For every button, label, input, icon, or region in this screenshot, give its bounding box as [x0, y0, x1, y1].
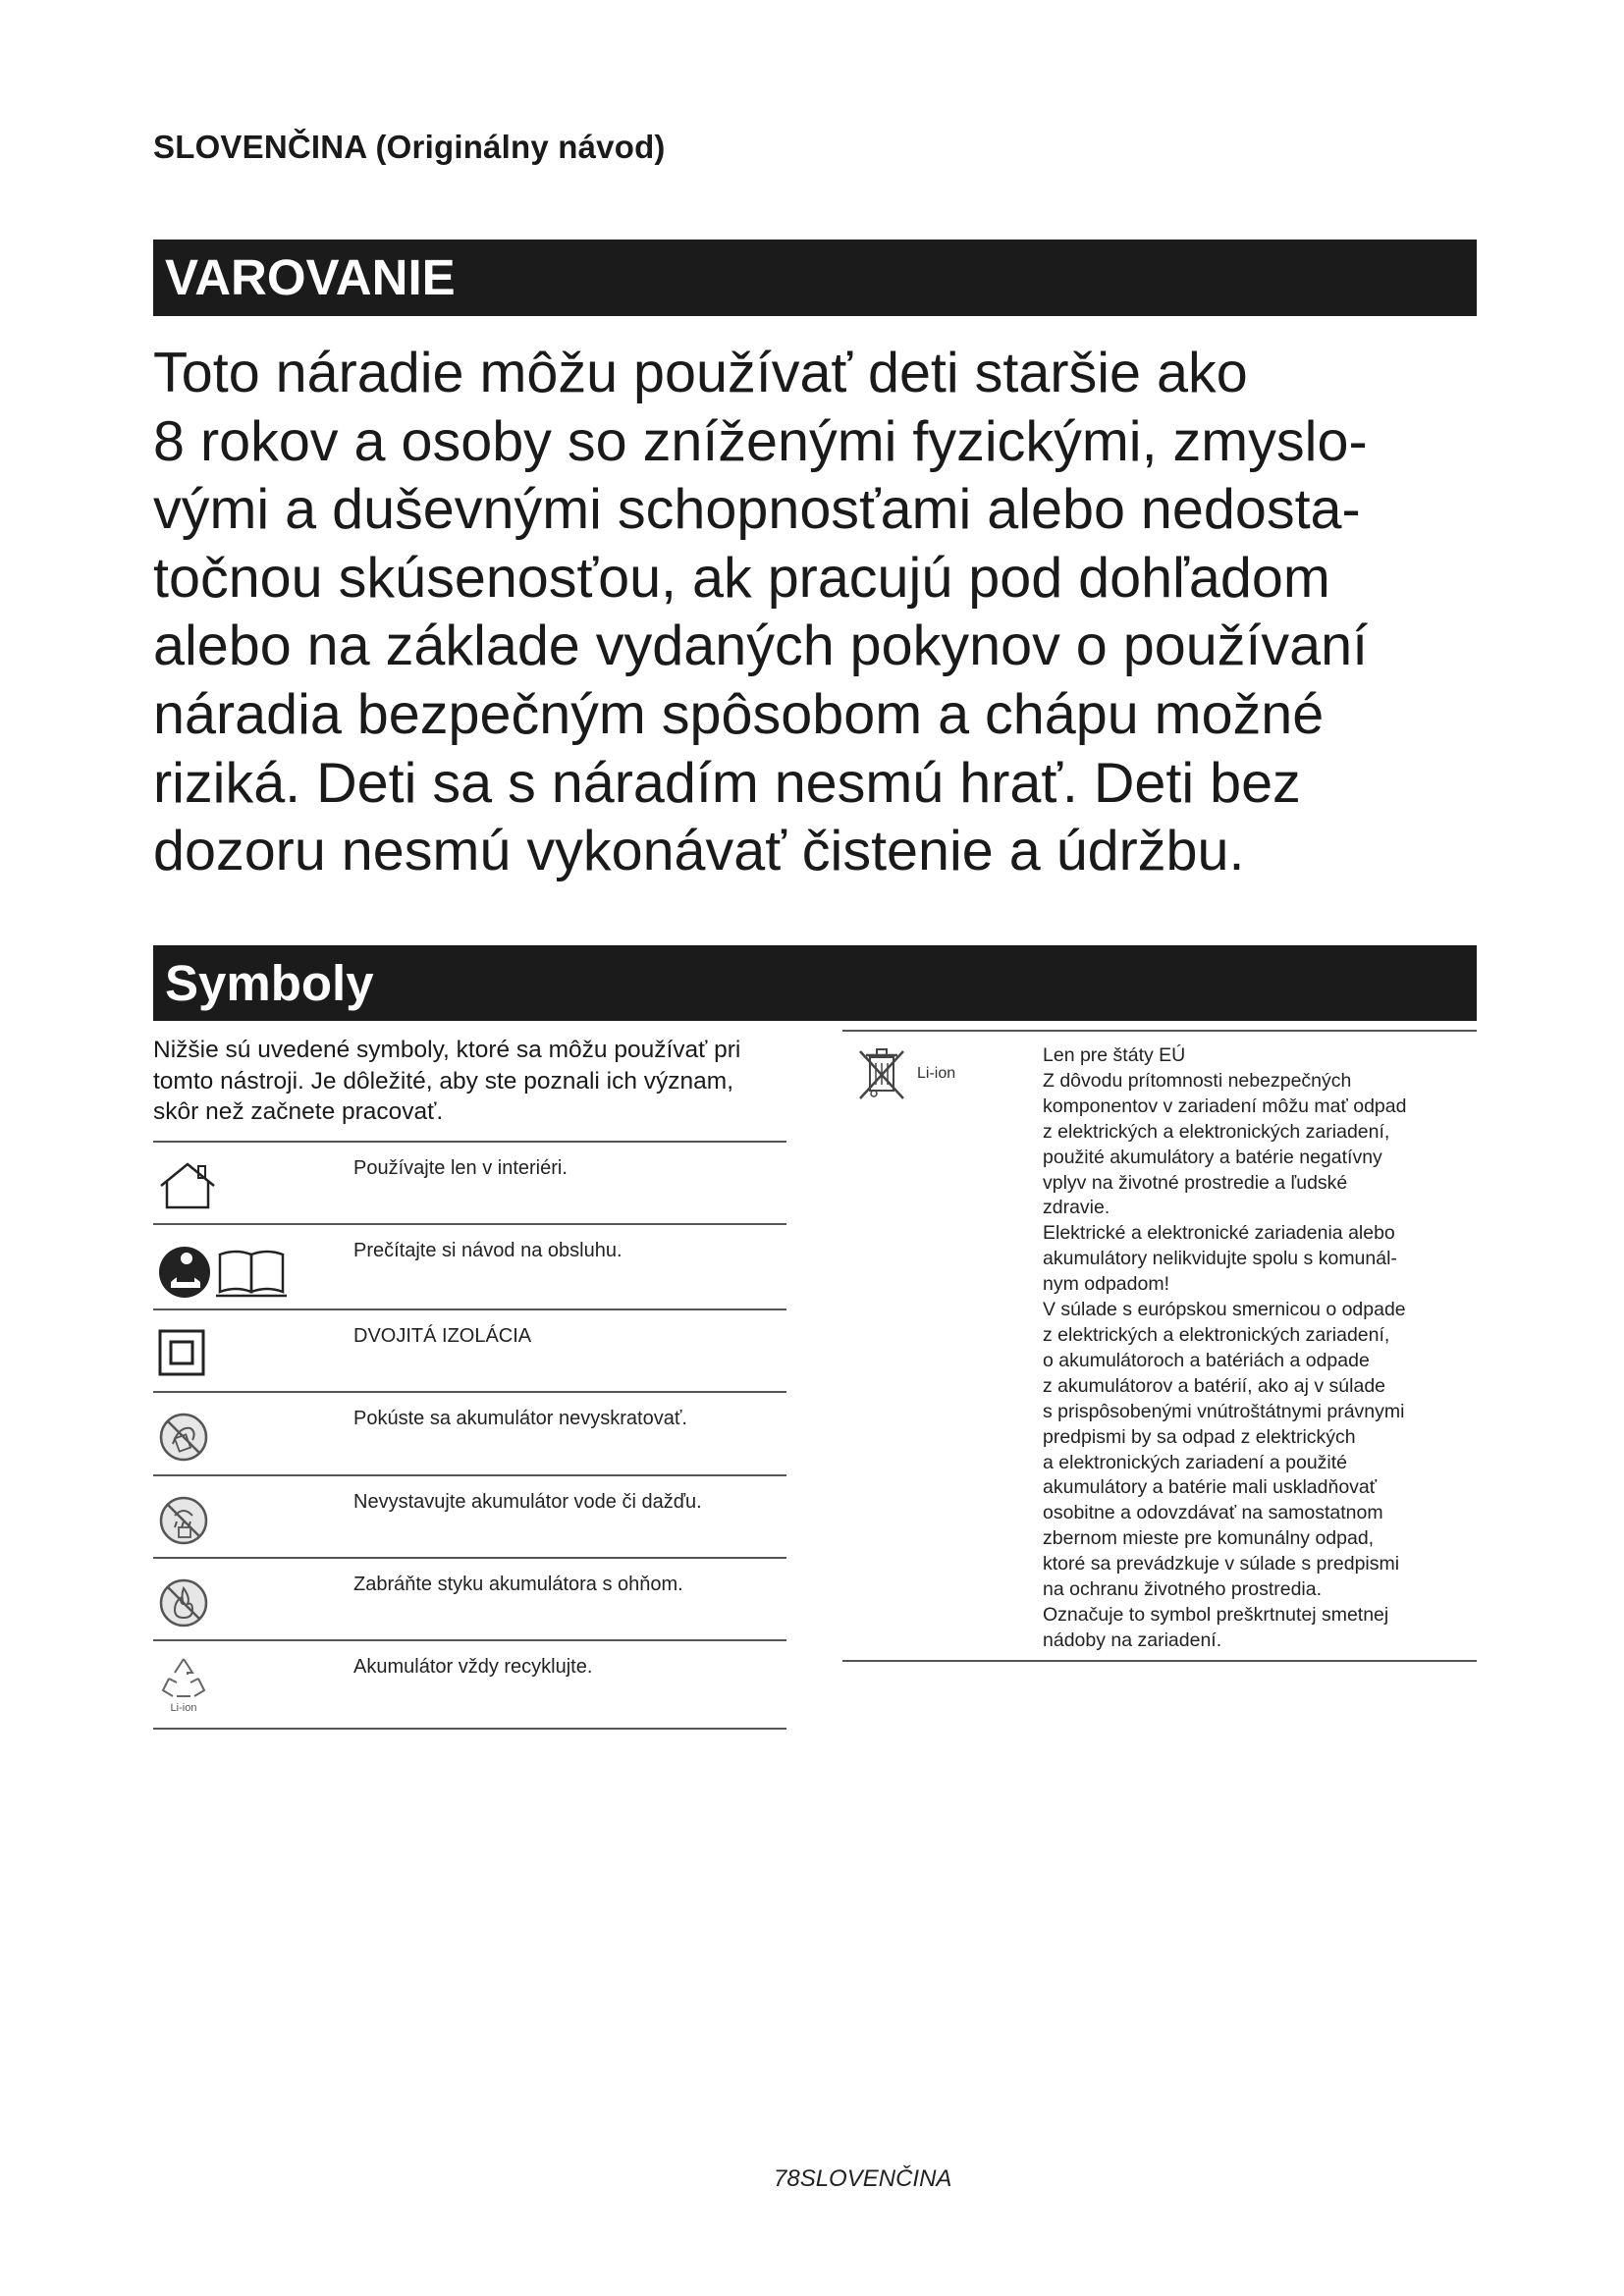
- li-ion-label: Li-ion: [917, 1065, 956, 1082]
- warning-text: Toto náradie môžu používať deti staršie ako 8 rokov a osoby so zníženými fyzickými, zmyslo- vými a duševnými schopnosťami alebo nedosta- točnou skúsenosťou, ak pracujú pod dohľadom alebo na základe vydaných pokynov o používaní náradia bezpečným spôsobom a chápu možné riziká. Deti sa s náradím nesmú hrať. Deti bez dozoru nesmú vykonávať čistenie a údržbu.: [153, 342, 1369, 883]
- symbol-desc: Nevystavujte akumulátor vode či dažďu.: [353, 1491, 702, 1513]
- no-water-icon: [157, 1494, 210, 1547]
- symbol-row-indoor: [153, 1141, 786, 1223]
- symbol-desc: Prečítajte si návod na obsluhu.: [353, 1240, 623, 1261]
- symbol-row-short-circuit: [153, 1391, 786, 1474]
- eu-disposal-text: Len pre štáty EÚ Z dôvodu prítomnosti nebezpečných komponentov v zariadení môžu mať odpad z elektrických a elektronických zariadení, použité akumulátory a batérie negatívny vplyv na životné prostredie a ľudské zdravie. Elektrické a elektronické zariadenia alebo akumulátory nelikvidujte spolu s komunál- nym odpadom! V súlade s európskou smernicou o odpade z elektrických a elektronických zariadení, o akumulátoroch a batériách a odpade z akumulátorov a batérií, ako aj v súlade s prispôsobenými vnútroštátnymi právnymi predpismi by sa odpad z elektrických a elektronických zariadení a použité akumulátory a batérie mali uskladňovať osobitne a odovzdávať na samostatnom zbernom mieste pre komunálny odpad, ktoré sa prevádzkuje v súlade s predpismi na ochranu životného prostredia. Označuje to symbol preškrtnutej smetnej nádoby na zariadení.: [1043, 1044, 1407, 1651]
- symbols-table: [153, 1141, 786, 1730]
- symbol-row-manual: [153, 1223, 786, 1308]
- symbol-row-water: [153, 1474, 786, 1557]
- symbol-desc: Zabráňte styku akumulátora s ohňom.: [353, 1574, 683, 1595]
- read-manual-icon: [157, 1243, 295, 1302]
- symbol-desc: Akumulátor vždy recyklujte.: [353, 1656, 593, 1678]
- symbol-row-recycle: [153, 1639, 786, 1730]
- symbols-intro: Nižšie sú uvedené symboly, ktoré sa môžu používať pri tomto nástroji. Je dôležité, aby ste poznali ich význam, skôr než začnete pracovať.: [153, 1037, 741, 1125]
- crossed-bin-icon: [854, 1043, 909, 1102]
- no-short-circuit-icon: [157, 1411, 210, 1464]
- symbol-desc: Pokúste sa akumulátor nevyskratovať.: [353, 1408, 687, 1429]
- symbol-desc: Používajte len v interiéri.: [353, 1157, 568, 1179]
- svg-text:Li-ion: Li-ion: [170, 1702, 197, 1714]
- symbol-desc: DVOJITÁ IZOLÁCIA: [353, 1325, 532, 1347]
- recycle-icon: [157, 1653, 210, 1714]
- warning-heading: VAROVANIE: [153, 240, 1477, 316]
- symbol-row-double-insulation: [153, 1308, 786, 1391]
- symbols-heading: Symboly: [153, 945, 1477, 1021]
- symbol-row-fire: [153, 1557, 786, 1639]
- double-insulation-icon: [157, 1328, 206, 1377]
- house-icon: [157, 1160, 218, 1211]
- document-title: SLOVENČINA (Originálny návod): [153, 129, 666, 165]
- eu-disposal-block: [842, 1030, 1477, 1662]
- no-fire-icon: [157, 1576, 210, 1629]
- page-footer: 78SLOVENČINA: [774, 2165, 952, 2192]
